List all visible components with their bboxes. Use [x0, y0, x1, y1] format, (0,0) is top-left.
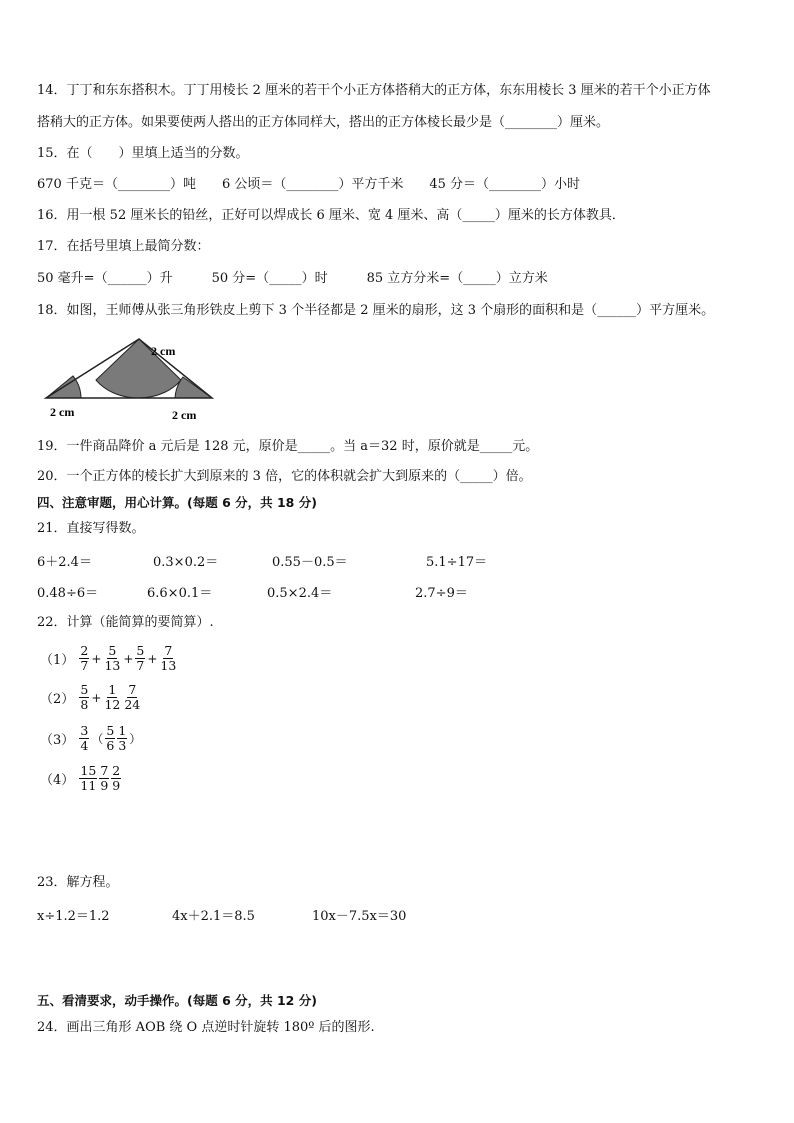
fraction: [79, 644, 89, 673]
fraction: [111, 764, 121, 793]
numerator: 2: [112, 763, 121, 778]
denominator: 12: [104, 697, 121, 712]
q20: 20．一个正方体的棱长扩大到原来的 3 倍，它的体积就会扩大到原来的（_____）倍。: [37, 469, 532, 484]
label-top: 2 cm: [151, 344, 176, 358]
q18: 18．如图，王师傅从张三角形铁皮上剪下 3 个半径都是 2 厘米的扇形，这 3 个扇形的面积和是（______）平方厘米。: [37, 303, 715, 318]
denominator: 3: [118, 738, 127, 753]
label-right: 2 cm: [172, 408, 197, 422]
section-4-heading: 四、注意审题，用心计算。(每题 6 分，共 18 分): [37, 495, 317, 510]
denominator: 24: [124, 697, 141, 712]
operator: +: [123, 651, 134, 666]
q15-prompt: 15．在（ ）里填上适当的分数。: [37, 146, 249, 161]
q21-r1-c1: 6＋2.4＝: [37, 555, 92, 570]
q15-items: 670 千克＝（________）吨 6 公顷＝（________）平方千米 45 分＝（________）小时: [37, 177, 581, 192]
q17-prompt: 17．在括号里填上最简分数：: [37, 239, 210, 254]
q21-r2-c2: 6.6×0.1＝: [147, 586, 213, 601]
q22-problem-1: [40, 644, 178, 673]
fraction: [79, 724, 89, 753]
q14-line2: 搭稍大的正方体。如果要使两人搭出的正方体同样大，搭出的正方体棱长最少是（________）厘米。: [37, 115, 610, 130]
open-paren: （: [91, 732, 104, 746]
fraction: [103, 683, 121, 712]
fraction: [105, 724, 115, 753]
q21-r1-c2: 0.3×0.2＝: [153, 555, 219, 570]
triangle-figure: [44, 336, 220, 426]
q17-items: 50 毫升=（______）升 50 分=（_____）时 85 立方分米=（_____）立方米: [37, 271, 548, 286]
numerator: 5: [80, 682, 89, 697]
operator: +: [91, 651, 102, 666]
label-left: 2 cm: [50, 405, 75, 419]
numerator: 7: [100, 763, 109, 778]
numerator: 15: [80, 763, 97, 778]
fraction: [79, 764, 97, 793]
denominator: 7: [80, 658, 89, 673]
denominator: 11: [80, 778, 97, 793]
close-paren: ）: [129, 732, 142, 746]
q24: 24．画出三角形 AOB 绕 O 点逆时针旋转 180º 后的图形.: [37, 1020, 375, 1035]
q23-prompt: 23．解方程。: [37, 875, 119, 890]
denominator: 7: [136, 658, 145, 673]
label: （3）: [40, 733, 75, 748]
numerator: 5: [136, 643, 145, 658]
q22-problem-3: [40, 724, 142, 753]
numerator: 1: [118, 723, 127, 738]
fraction: [99, 764, 109, 793]
q21-r2-c1: 0.48÷6＝: [37, 586, 99, 601]
numerator: 1: [108, 682, 117, 697]
label: （1）: [40, 653, 75, 668]
denominator: 13: [104, 658, 121, 673]
denominator: 8: [80, 697, 89, 712]
q21-r2-c3: 0.5×2.4＝: [267, 586, 333, 601]
numerator: 5: [108, 643, 117, 658]
q21-r2-c4: 2.7÷9＝: [415, 586, 468, 601]
numerator: 3: [80, 723, 89, 738]
operator: +: [147, 651, 158, 666]
denominator: 9: [112, 778, 121, 793]
q23-eq-1: x÷1.2＝1.2: [37, 909, 110, 924]
q21-r1-c4: 5.1÷17＝: [426, 555, 488, 570]
q19: 19．一件商品降价 a 元后是 128 元，原价是_____。当 a＝32 时，原价就是_____元。: [37, 439, 539, 454]
q16: 16．用一根 52 厘米长的铅丝，正好可以焊成长 6 厘米、宽 4 厘米、高（_____）厘米的长方体教具．: [37, 208, 625, 223]
operator: +: [91, 690, 102, 705]
denominator: 13: [160, 658, 177, 673]
q14-line1: 14．丁丁和东东搭积木。丁丁用棱长 2 厘米的若干个小正方体搭稍大的正方体，东东用棱长 3 厘米的若干个小正方体: [37, 83, 711, 98]
fraction: [123, 683, 141, 712]
fraction: [79, 683, 89, 712]
numerator: 7: [164, 643, 173, 658]
fraction: [159, 644, 177, 673]
denominator: 6: [106, 738, 115, 753]
label: （4）: [40, 773, 75, 788]
fraction: [103, 644, 121, 673]
q23-eq-2: 4x＋2.1＝8.5: [172, 909, 255, 924]
q21-r1-c3: 0.55－0.5＝: [272, 555, 348, 570]
denominator: 4: [80, 738, 89, 753]
label: （2）: [40, 692, 75, 707]
numerator: 2: [80, 643, 89, 658]
q22-prompt: 22．计算（能简算的要简算）.: [37, 615, 214, 630]
numerator: 7: [128, 682, 137, 697]
right-sector: [175, 377, 212, 398]
q22-problem-4: [40, 764, 122, 793]
section-5-heading: 五、看清要求，动手操作。(每题 6 分，共 12 分): [37, 993, 317, 1008]
q23-eq-3: 10x－7.5x＝30: [312, 909, 407, 924]
q21-prompt: 21．直接写得数。: [37, 521, 145, 536]
fraction: [135, 644, 145, 673]
q22-problem-2: [40, 683, 142, 712]
denominator: 9: [100, 778, 109, 793]
numerator: 5: [106, 723, 115, 738]
fraction: [117, 724, 127, 753]
